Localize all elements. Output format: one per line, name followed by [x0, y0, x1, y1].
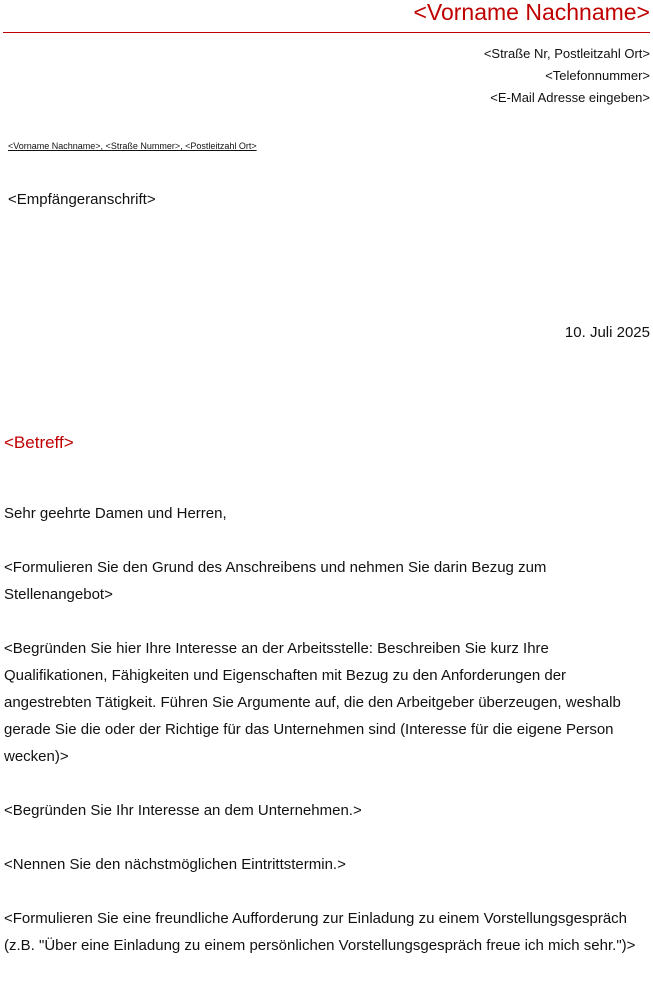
header-divider	[3, 32, 650, 33]
sender-phone: <Telefonnummer>	[545, 68, 650, 83]
body-paragraph: <Begründen Sie hier Ihre Interesse an der Arbeitsstelle: Beschreiben Sie kurz Ihre Qualifikationen, Fähigkeiten und Eigenschaften mit Bezug zu den Anforderungen der angestrebten Tätigkeit. Führen Sie Argumente auf, die den Arbeitgeber überzeugen, weshalb gerade Sie die oder der Richtige für das Unternehmen sind (Interesse für die eigene Person wecken)>	[4, 640, 621, 765]
body-paragraph: <Nennen Sie den nächstmöglichen Eintrittstermin.>	[4, 856, 346, 873]
letter-date: 10. Juli 2025	[564, 324, 650, 341]
salutation: Sehr geehrte Damen und Herren,	[4, 505, 227, 522]
body-paragraph: <Begründen Sie Ihr Interesse an dem Unternehmen.>	[4, 802, 362, 819]
recipient-address: <Empfängeranschrift>	[8, 191, 156, 208]
body-paragraph: <Formulieren Sie den Grund des Anschreibens und nehmen Sie darin Bezug zum Stellenangebot>	[4, 559, 547, 603]
letter-subject: <Betreff>	[4, 433, 74, 452]
body-paragraph: <Formulieren Sie eine freundliche Aufforderung zur Einladung zu einem Vorstellungsgespräch (z.B. "Über eine Einladung zu einem persönlichen Vorstellungsgespräch freue ich mich sehr.")>	[4, 910, 636, 954]
sender-email: <E-Mail Adresse eingeben>	[490, 90, 650, 105]
letter-body	[4, 500, 644, 986]
return-address-line: <Vorname Nachname>, <Straße Nummer>, <Postleitzahl Ort>	[8, 141, 257, 151]
sender-name: <Vorname Nachname>	[413, 0, 650, 25]
sender-contact-block	[484, 43, 650, 109]
sender-address: <Straße Nr, Postleitzahl Ort>	[483, 46, 650, 61]
